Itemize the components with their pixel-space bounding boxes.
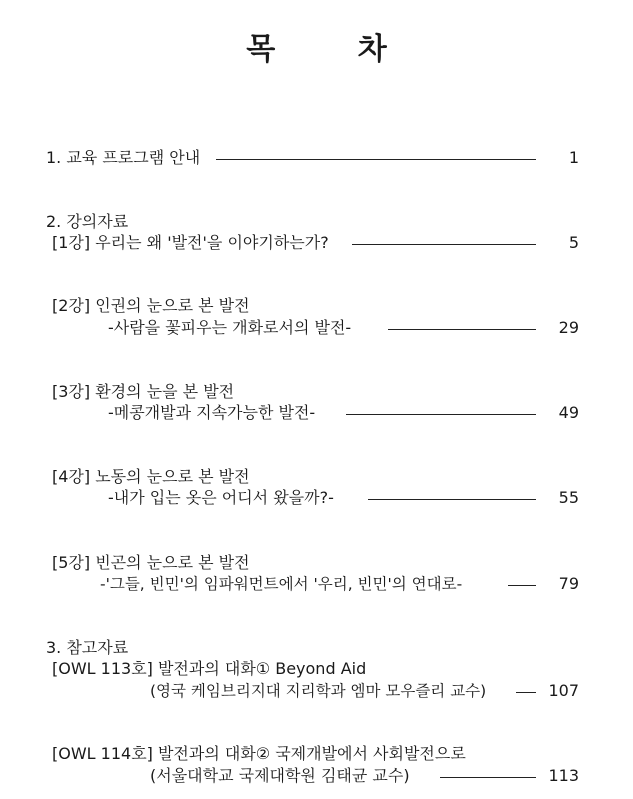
toc-page-number: 79 bbox=[558, 574, 579, 593]
toc-entry-label: [OWL 113호] 발전과의 대화① Beyond Aid bbox=[52, 659, 367, 678]
toc-entry-subtitle: (영국 케임브리지대 지리학과 엠마 모우즐리 교수) bbox=[150, 682, 487, 700]
toc-page-number: 107 bbox=[548, 681, 579, 700]
toc-entry-label: [OWL 114호] 발전과의 대화② 국제개발에서 사회발전으로 bbox=[52, 744, 466, 763]
toc-entry-label: [2강] 인권의 눈으로 본 발전 bbox=[52, 296, 250, 315]
section-heading: 2. 강의자료 bbox=[46, 212, 129, 231]
toc-entry-label: [5강] 빈곤의 눈으로 본 발전 bbox=[52, 553, 250, 572]
toc-page-number: 29 bbox=[558, 318, 579, 337]
dotted-leader bbox=[346, 414, 536, 415]
dotted-leader bbox=[352, 244, 536, 245]
dotted-leader bbox=[516, 692, 536, 693]
toc-entry-subtitle: -사람을 꽃피우는 개화로서의 발전- bbox=[108, 318, 352, 337]
toc-entry-label: [3강] 환경의 눈을 본 발전 bbox=[52, 382, 235, 401]
toc-page-number: 1 bbox=[568, 148, 579, 167]
toc-entry-label: [1강] 우리는 왜 '발전'을 이야기하는가? bbox=[52, 233, 329, 252]
toc-entry-subtitle: -'그들, 빈민'의 임파워먼트에서 '우리, 빈민'의 연대로- bbox=[100, 575, 463, 593]
toc-page-number: 55 bbox=[558, 488, 579, 507]
toc-page-number: 113 bbox=[548, 766, 579, 785]
toc-page-number: 49 bbox=[558, 403, 579, 422]
toc-entry-subtitle: -내가 입는 옷은 어디서 왔을까?- bbox=[108, 488, 334, 507]
toc-entry-label: [4강] 노동의 눈으로 본 발전 bbox=[52, 467, 250, 486]
dotted-leader bbox=[216, 159, 536, 160]
dotted-leader bbox=[508, 585, 536, 586]
dotted-leader bbox=[440, 777, 536, 778]
dotted-leader bbox=[368, 499, 536, 500]
toc-page-number: 5 bbox=[568, 233, 579, 252]
section-heading: 3. 참고자료 bbox=[46, 638, 129, 657]
toc-entry-label: 1. 교육 프로그램 안내 bbox=[46, 148, 201, 167]
page-title: 목 차 bbox=[246, 32, 423, 67]
toc-entry-subtitle: (서울대학교 국제대학원 김태균 교수) bbox=[150, 766, 410, 785]
toc-entry-subtitle: -메콩개발과 지속가능한 발전- bbox=[108, 403, 316, 422]
dotted-leader bbox=[388, 329, 536, 330]
